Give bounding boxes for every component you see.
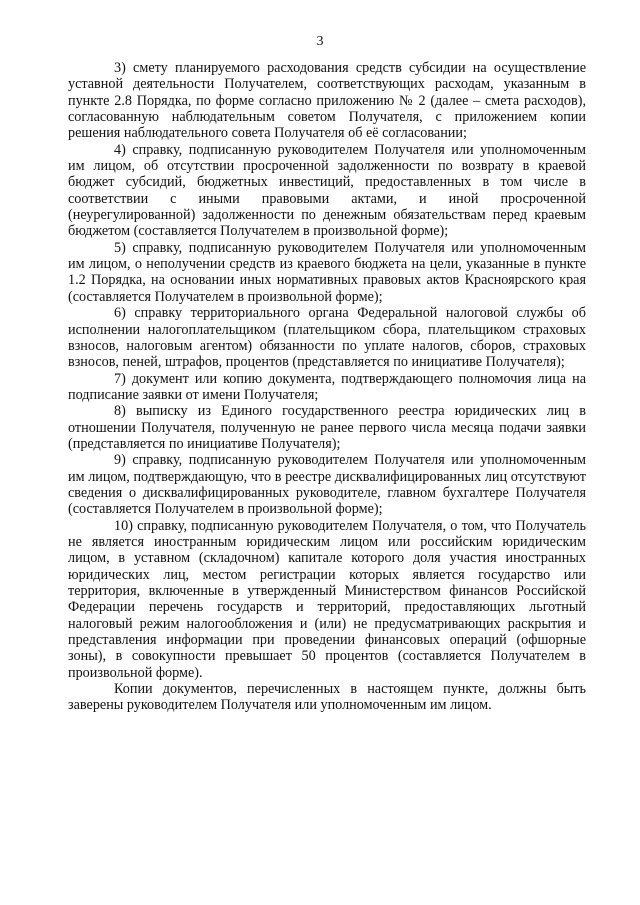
list-item-7-authority-document: 7) документ или копию документа, подтверждающего полномочия лица на подписание заявки от имени Получателя; [68,370,586,403]
list-item-6-tax-certificate: 6) справку территориального органа Федеральной налоговой службы об исполнении налогоплательщиком (плательщиком сбора, плательщиком страховых взносов, налоговым агентом) обязанности по уплате налогов, сборов, страховых взносов, пеней, штрафов, процентов (представляется по инициативе Получателя); [68,305,586,371]
list-item-3-estimate: 3) смету планируемого расходования средств субсидии на осуществление уставной деятельности Получателем, соответствующих расходам, указанным в пункте 2.8 Порядка, по форме согласно приложению № 2 (далее – смета расходов), согласованную наблюдательным советом Получателя, с приложением копии решения наблюдательного совета Получателя об её согласовании; [68,60,586,142]
list-item-5-non-receipt-certificate: 5) справку, подписанную руководителем Получателя или уполномоченным им лицом, о неполучении средств из краевого бюджета на цели, указанные в пункте 1.2 Порядка, на основании иных нормативных правовых актов Красноярского края (составляется Получателем в произвольной форме); [68,239,586,305]
document-body [68,60,586,714]
list-item-9-disqualification-certificate: 9) справку, подписанную руководителем Получателя или уполномоченным им лицом, подтверждающую, что в реестре дисквалифицированных лиц отсутствуют сведения о дисквалифицированных руководителе, главном бухгалтере Получателя (составляется Получателем в произвольной форме); [68,452,586,518]
list-item-8-registry-extract: 8) выписку из Единого государственного реестра юридических лиц в отношении Получателя, полученную не ранее первого числа месяца подачи заявки (представляется по инициативе Получателя); [68,403,586,452]
page-number: 3 [316,34,324,49]
list-item-10-foreign-entity-certificate: 10) справку, подписанную руководителем Получателя, о том, что Получатель не является иностранным юридическим лицом или российским юридическим лицом, в уставном (складочном) капитале которого доля участия иностранных юридических лиц, местом регистрации которых является государство или территория, включенные в утвержденный Министерством финансов Российской Федерации перечень государств и территорий, предоставляющих льготный налоговый режим налогообложения и (или) не предусматривающих раскрытия и представления информации при проведении финансовых операций (офшорные зоны), в совокупности превышает 50 процентов (составляется Получателем в произвольной форме). [68,517,586,681]
closing-paragraph: Копии документов, перечисленных в настоящем пункте, должны быть заверены руководителем Получателя или уполномоченным им лицом. [68,681,586,714]
list-item-4-debt-certificate: 4) справку, подписанную руководителем Получателя или уполномоченным им лицом, об отсутствии просроченной задолженности по возврату в краевой бюджет субсидий, бюджетных инвестиций, предоставленных в том числе в соответствии с иными правовыми актами, и иной просроченной (неурегулированной) задолженности по денежным обязательствам перед краевым бюджетом (составляется Получателем в произвольной форме); [68,141,586,240]
